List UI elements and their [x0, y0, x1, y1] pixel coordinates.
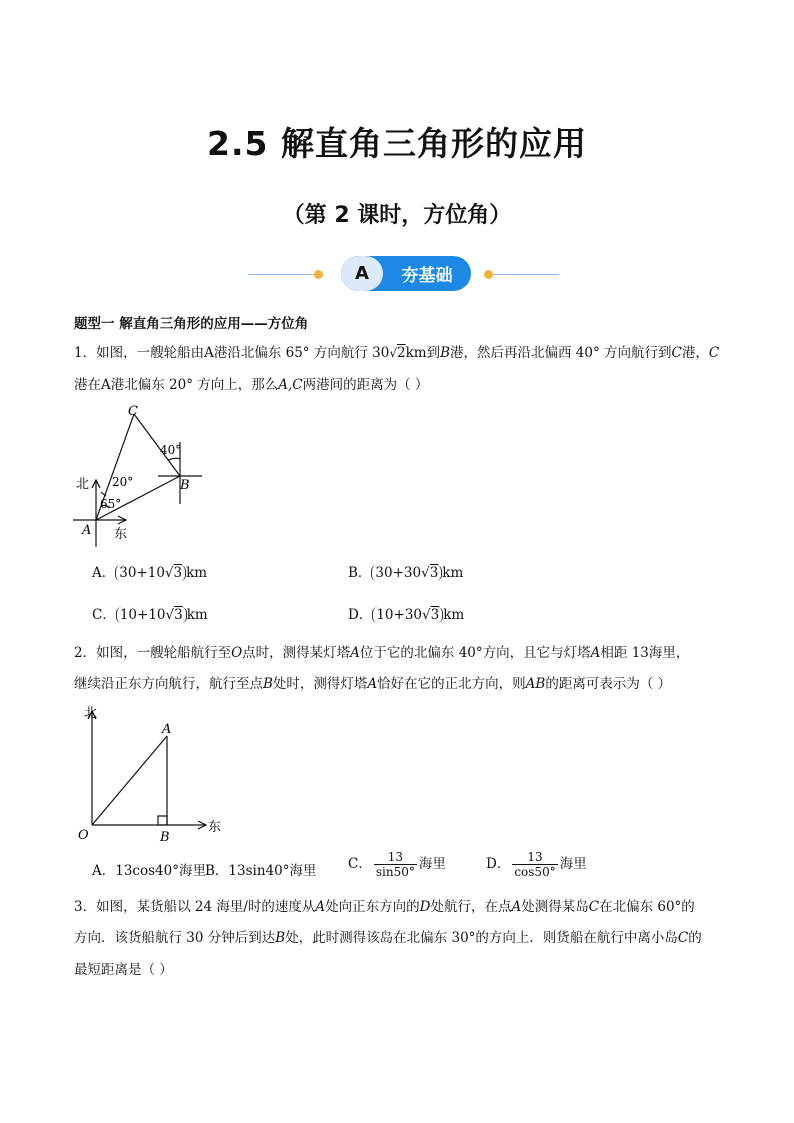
q1-line2: 港在A港北偏东 20° 方向上，那么A,C两港间的距离为（ ）	[74, 377, 429, 393]
q2-fig-label-A: A	[162, 722, 172, 737]
section-heading: 题型一 解直角三角形的应用——方位角	[74, 316, 309, 332]
q2-fig-label-O: O	[78, 828, 89, 843]
page-title: 2.5 解直角三角形的应用	[207, 124, 587, 163]
q1-option-c[interactable]: C． 10+10√3 km	[92, 607, 208, 623]
page-subtitle: （第 2 课时，方位角）	[282, 203, 512, 228]
banner-line-right	[493, 274, 559, 275]
q2-option-b[interactable]: B．13sin40°海里	[205, 863, 317, 879]
q3-line3: 最短距离是（ ）	[74, 962, 173, 978]
q1-fig-label-A: A	[82, 523, 92, 538]
q2-fig-label-B: B	[160, 830, 170, 843]
q2-line1: 2．如图，一艘轮船航行至O点时，测得某灯塔A位于它的北偏东 40°方向，且它与灯塔A相距 13海里，	[74, 645, 690, 661]
level-badge	[341, 256, 471, 291]
q2-fig-east: 东	[208, 820, 222, 835]
q1-fig-label-C: C	[128, 404, 138, 419]
level-badge-letter: A	[341, 256, 383, 291]
q2-option-d[interactable]: D． $\frac{13}{\cos 50^\circ}$ 海里	[486, 850, 587, 879]
q1-fig-label-B: B	[180, 478, 190, 493]
banner-dot-left	[314, 270, 323, 279]
banner-dot-right	[484, 270, 493, 279]
q2-figure	[74, 703, 234, 843]
q1-fig-east: 东	[114, 527, 128, 542]
q1-option-b[interactable]: B． 30+30√3 km	[348, 565, 464, 581]
q3-line2: 方向．该货船航行 30 分钟后到达B处，此时测得该岛在北偏东 30°的方向上．则货船在航行中离小岛C的	[74, 930, 702, 946]
q2-option-a[interactable]: A．13cos40°海里	[92, 863, 206, 879]
q1-fig-angle-20: 20°	[112, 475, 134, 489]
banner-line-left	[248, 274, 314, 275]
q1-fig-angle-65: 65°	[100, 497, 122, 511]
q1-option-d[interactable]: D． 10+30√3 km	[348, 607, 465, 623]
q3-line1: 3．如图，某货船以 24 海里/时的速度从A处向正东方向的D处航行，在点A处测得某岛C在北偏东 60°的	[74, 899, 695, 915]
level-badge-text: 夯基础	[401, 266, 453, 286]
q1-line1: 1．如图，一艘轮船由A港沿北偏东 65° 方向航行 30√2km到B港，然后再沿北偏西 40° 方向航行到C港，C	[74, 345, 720, 361]
q2-line2: 继续沿正东方向航行，航行至点B处时，测得灯塔A恰好在它的正北方向，则AB的距离可表示为（ ）	[74, 676, 672, 692]
q2-fig-north: 北	[84, 706, 98, 721]
q1-fig-angle-40: 40°	[160, 443, 182, 457]
q1-fig-north: 北	[76, 477, 90, 492]
q1-option-a[interactable]: A． 30+10√3 km	[92, 565, 208, 581]
q2-option-c[interactable]: C． $\frac{13}{\sin 50^\circ}$ 海里	[348, 850, 446, 879]
level-banner	[248, 256, 558, 292]
q1-figure	[68, 402, 218, 547]
